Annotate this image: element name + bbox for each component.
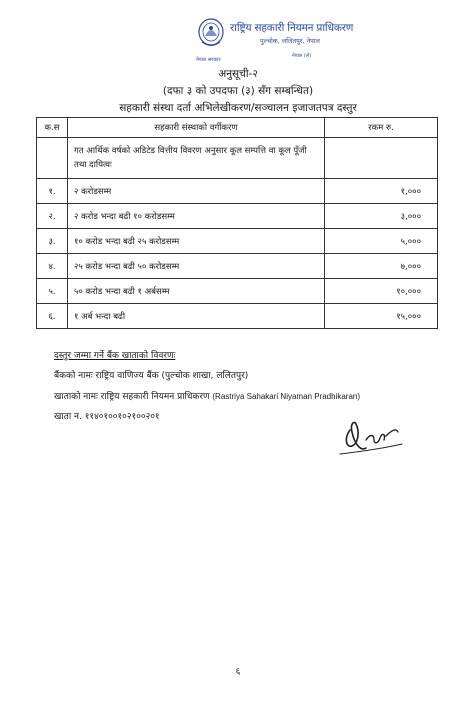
signature-icon bbox=[336, 410, 408, 458]
row-category: २५ करोड भन्दा बढी ५० करोडसम्म bbox=[68, 254, 325, 279]
fee-table bbox=[36, 117, 438, 329]
row-category: २ करोड भन्दा बढी १० करोडसम्म bbox=[68, 204, 325, 229]
org-name: राष्ट्रिय सहकारी नियमन प्राधिकरण bbox=[230, 22, 354, 34]
row-serial: ३. bbox=[37, 229, 68, 254]
row-amount: ५,००० bbox=[325, 229, 438, 254]
row-amount: १५,००० bbox=[325, 304, 438, 329]
row-serial: ५. bbox=[37, 279, 68, 304]
account-name-line bbox=[54, 389, 360, 402]
page-number: ६ bbox=[235, 667, 241, 677]
row-category: ५० करोड भन्दा बढी १ अर्बसम्म bbox=[68, 279, 325, 304]
intro-text: गत आर्थिक वर्षको अडिटेड वित्तीय विवरण अनुसार कूल सम्पत्ति वा कूल पूँजी तथा दायित्वः bbox=[68, 138, 325, 179]
document-title: सहकारी संस्था दर्ता अभिलेखीकरण/सञ्चालन इजाजतपत्र दस्तुर bbox=[119, 102, 357, 114]
row-serial: ६. bbox=[37, 304, 68, 329]
table-header-row bbox=[37, 118, 438, 138]
bank-name: बैंकको नामः राष्ट्रिय वाणिज्य बैंक (पुल्चोक शाखा, ललितपुर) bbox=[54, 371, 249, 381]
header-category: सहकारी संस्थाको वर्गीकरण bbox=[68, 118, 325, 138]
row-amount: ३,००० bbox=[325, 204, 438, 229]
header-serial: क.स bbox=[37, 118, 68, 138]
table-intro-row bbox=[37, 138, 438, 179]
table-row bbox=[37, 204, 438, 229]
row-amount: ७,००० bbox=[325, 254, 438, 279]
bank-details-heading: दस्तुर जम्मा गर्ने बैंक खाताको विवरणः bbox=[54, 351, 176, 361]
emblem-seal-icon bbox=[196, 16, 226, 56]
org-sub-right: नेपाल (ले) bbox=[292, 53, 312, 59]
intro-serial-cell bbox=[37, 138, 68, 179]
table-row bbox=[37, 229, 438, 254]
row-serial: ४. bbox=[37, 254, 68, 279]
table-row bbox=[37, 279, 438, 304]
row-category: १० करोड भन्दा बढी २५ करोडसम्म bbox=[68, 229, 325, 254]
header-amount: रकम रु. bbox=[325, 118, 438, 138]
account-name-latin: (Rastriya Sahakari Niyaman Pradhikaran) bbox=[212, 392, 361, 401]
row-amount: १,००० bbox=[325, 179, 438, 204]
account-number: खाता न. ११४०१००१०२१००२०१ bbox=[54, 412, 160, 422]
row-amount: १०,००० bbox=[325, 279, 438, 304]
table-row bbox=[37, 254, 438, 279]
org-sub-left: नेपाल सरकार bbox=[196, 57, 221, 63]
row-serial: १. bbox=[37, 179, 68, 204]
letterhead bbox=[196, 16, 354, 63]
org-address: पुल्चोक, ललितपुर, नेपाल bbox=[260, 37, 320, 45]
intro-amount-cell bbox=[325, 138, 438, 179]
account-name: खाताको नामः राष्ट्रिय सहकारी नियमन प्राधिकरण bbox=[54, 392, 210, 402]
row-category: १ अर्ब भन्दा बढी bbox=[68, 304, 325, 329]
row-serial: २. bbox=[37, 204, 68, 229]
table-row bbox=[37, 304, 438, 329]
section-reference: (दफा ३ को उपदफा (३) सँग सम्बन्धित) bbox=[162, 85, 314, 97]
table-row bbox=[37, 179, 438, 204]
row-category: २ करोडसम्म bbox=[68, 179, 325, 204]
schedule-title: अनुसूची-२ bbox=[218, 68, 258, 80]
